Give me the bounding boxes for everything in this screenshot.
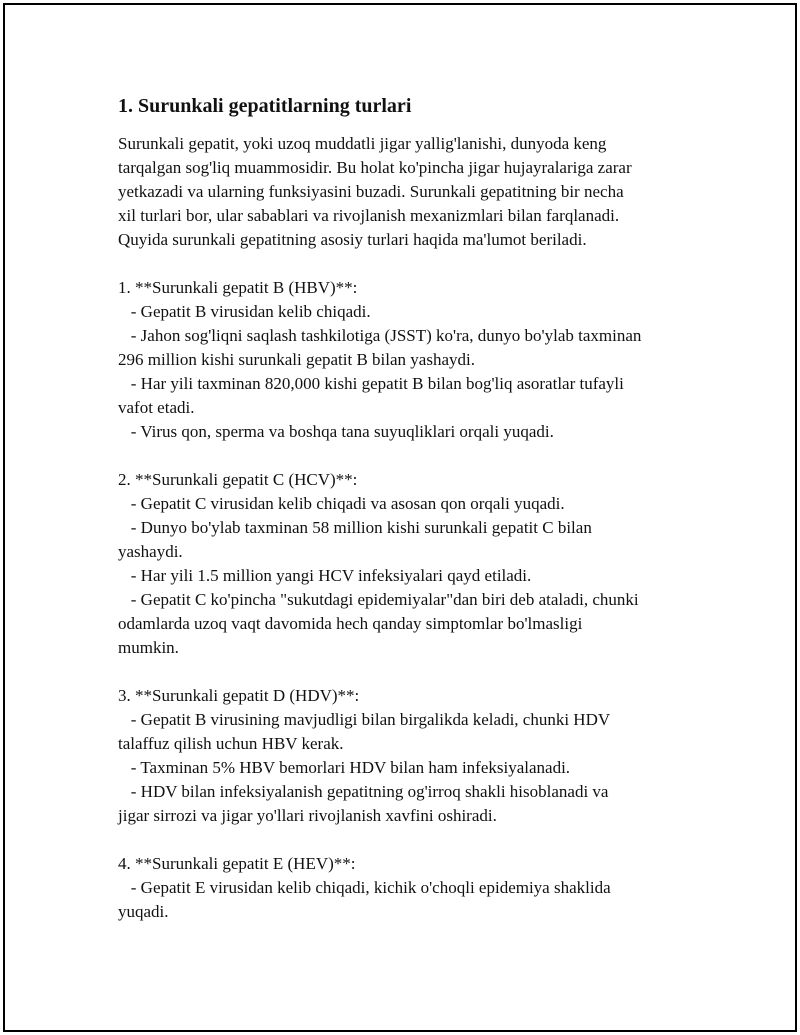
blank-line (118, 252, 698, 276)
blank-line (118, 444, 698, 468)
hcv-body: - Gepatit C virusidan kelib chiqadi va asosan qon orqali yuqadi. - Dunyo bo'ylab taxminan 58 million kishi surunkali gepatit C bilan yashaydi. - Har yili 1.5 million yangi HCV infeksiyalari qayd etiladi. - Gepatit C ko'pincha "sukutdagi epidemiyalar"dan biri deb ataladi, chunki odamlarda uzoq vaqt davomida hech qanday simptomlar bo'lmasligi mumkin. (118, 494, 639, 657)
hev-body: - Gepatit E virusidan kelib chiqadi, kichik o'choqli epidemiya shaklida yuqadi. (118, 878, 611, 921)
hbv-title: 1. **Surunkali gepatit B (HBV)**: (118, 278, 358, 297)
blank-line (118, 660, 698, 684)
document-body (118, 92, 698, 924)
hcv-title: 2. **Surunkali gepatit C (HCV)**: (118, 470, 358, 489)
hbv-body: - Gepatit B virusidan kelib chiqadi. - Jahon sog'liqni saqlash tashkilotiga (JSST) ko'ra, dunyo bo'ylab taxminan 296 million kishi surunkali gepatit B bilan yashaydi. - Har yili taxminan 820,000 kishi gepatit B bilan bog'liq asoratlar tufayli vafot etadi. - Virus qon, sperma va boshqa tana suyuqliklari orqali yuqadi. (118, 302, 642, 441)
blank-line (118, 828, 698, 852)
intro-paragraph: Surunkali gepatit, yoki uzoq muddatli jigar yallig'lanishi, dunyoda keng tarqalgan sog'liq muammosidir. Bu holat ko'pincha jigar hujayralariga zarar yetkazadi va ularning funksiyasini buzadi. Surunkali gepatitning bir necha xil turlari bor, ular sabablari va rivojlanish mexanizmlari bilan farqlanadi. Quyida surunkali gepatitning asosiy turlari haqida ma'lumot beriladi. (118, 134, 632, 249)
hdv-body: - Gepatit B virusining mavjudligi bilan birgalikda keladi, chunki HDV talaffuz qilish uchun HBV kerak. - Taxminan 5% HBV bemorlari HDV bilan ham infeksiyalanadi. - HDV bilan infeksiyalanish gepatitning og'irroq shakli hisoblanadi va jigar sirrozi va jigar yo'llari rivojlanish xavfini oshiradi. (118, 710, 611, 825)
hev-title: 4. **Surunkali gepatit E (HEV)**: (118, 854, 356, 873)
hdv-title: 3. **Surunkali gepatit D (HDV)**: (118, 686, 360, 705)
section-heading: 1. Surunkali gepatitlarning turlari (118, 95, 412, 117)
